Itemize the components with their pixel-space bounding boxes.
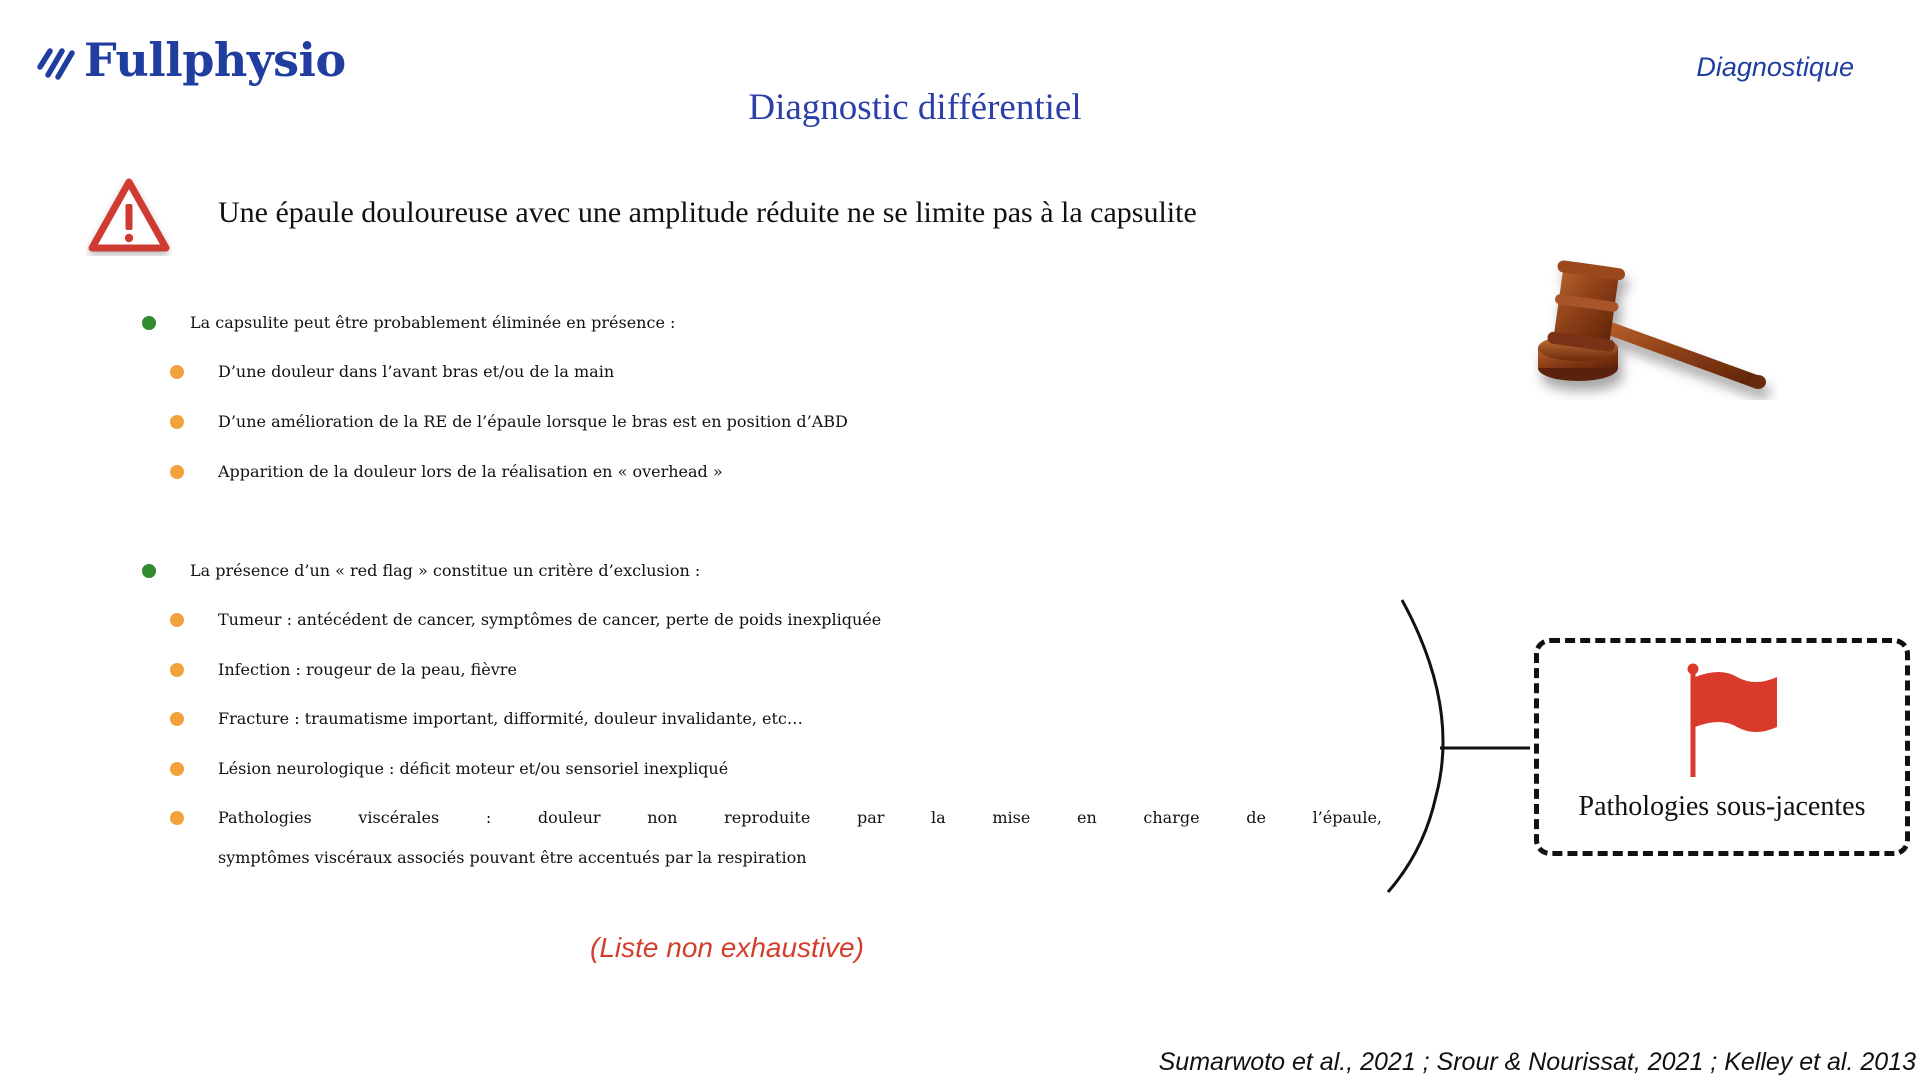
red-flag-icon bbox=[1687, 663, 1787, 779]
bullet-orange-icon bbox=[170, 712, 184, 726]
list-item: Tumeur : antécédent de cancer, symptômes de cancer, perte de poids inexpliquée bbox=[218, 610, 882, 629]
bullet-orange-icon bbox=[170, 811, 184, 825]
gavel-icon bbox=[1528, 250, 1778, 400]
list-item: Fracture : traumatisme important, difformité, douleur invalidante, etc… bbox=[218, 709, 803, 728]
list-item: Apparition de la douleur lors de la réalisation en « overhead » bbox=[218, 462, 723, 481]
bullet-orange-icon bbox=[170, 663, 184, 677]
bullet-orange-icon bbox=[170, 415, 184, 429]
bracket-connector bbox=[1380, 596, 1530, 896]
brand-name: Fullphysio bbox=[84, 33, 346, 87]
red-flag-box bbox=[1534, 638, 1910, 856]
warning-triangle-icon bbox=[86, 176, 172, 256]
list-item: D’une amélioration de la RE de l’épaule lorsque le bras est en position d’ABD bbox=[218, 412, 848, 431]
triple-slash-logo-icon bbox=[36, 37, 76, 83]
group-heading: La capsulite peut être probablement éliminée en présence : bbox=[190, 313, 676, 332]
footnote-note: (Liste non exhaustive) bbox=[590, 932, 864, 963]
bullet-orange-icon bbox=[170, 762, 184, 776]
bullet-green-icon bbox=[142, 564, 156, 578]
list-item: Lésion neurologique : déficit moteur et/ou sensoriel inexpliqué bbox=[218, 759, 729, 778]
red-flag-label: Pathologies sous-jacentes bbox=[1578, 791, 1866, 822]
list-item bbox=[218, 798, 1382, 878]
list-item: Infection : rougeur de la peau, fièvre bbox=[218, 660, 517, 679]
brand-logo bbox=[36, 28, 346, 92]
group-heading: La présence d’un « red flag » constitue un critère d’exclusion : bbox=[190, 561, 701, 580]
bullet-orange-icon bbox=[170, 365, 184, 379]
bullet-green-icon bbox=[142, 316, 156, 330]
warning-text: Une épaule douloureuse avec une amplitude réduite ne se limite pas à la capsulite bbox=[218, 196, 1197, 229]
bullet-orange-icon bbox=[170, 613, 184, 627]
references: Sumarwoto et al., 2021 ; Srour & Nourissat, 2021 ; Kelley et al. 2013 bbox=[1158, 1048, 1916, 1076]
list-item-line: symptômes viscéraux associés pouvant être accentués par la respiration bbox=[218, 848, 807, 867]
list-item-line: Pathologies viscérales : douleur non reproduite par la mise en charge de l’épaule, bbox=[218, 808, 1382, 827]
list-item: D’une douleur dans l’avant bras et/ou de la main bbox=[218, 362, 615, 381]
slide-title: Diagnostic différentiel bbox=[748, 87, 1082, 128]
bullet-orange-icon bbox=[170, 465, 184, 479]
section-tag: Diagnostique bbox=[1696, 52, 1854, 82]
